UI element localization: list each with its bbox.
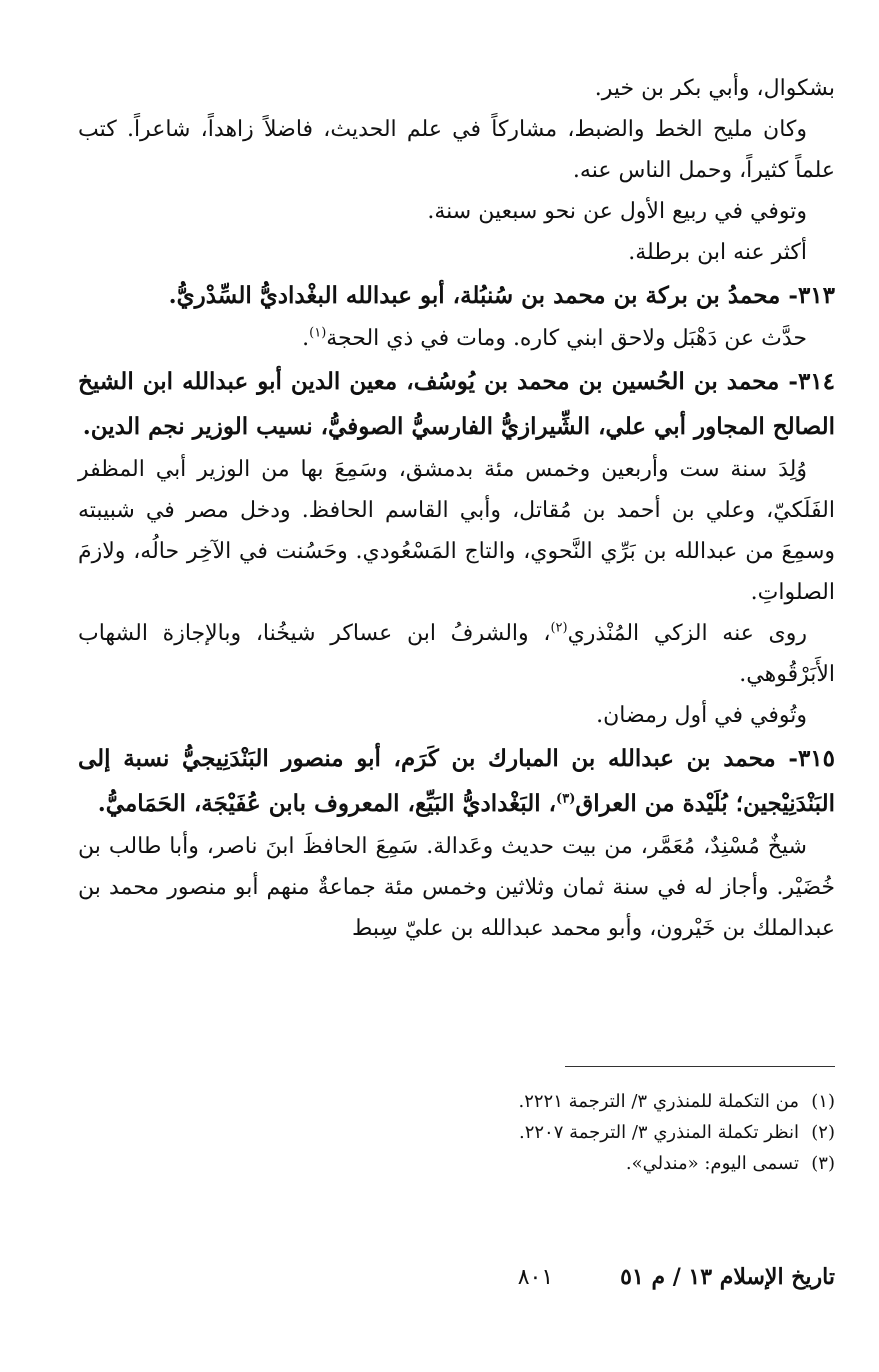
paragraph-2: وكان مليح الخط والضبط، مشاركاً في علم الحديث، فاضلاً زاهداً، شاعراً. كتب علماً كثيراً، وحمل الناس عنه. [78, 117, 835, 183]
footnote-text: انظر تكملة المنذري ٣/ الترجمة ٢٢٠٧. [518, 1122, 799, 1143]
paragraph-8: وتُوفي في أول رمضان. [596, 703, 807, 728]
page-body [78, 68, 835, 949]
paragraph-5-end: . [302, 326, 310, 351]
paragraph-5-text: حدَّث عن دَهْبَل ولاحق ابني كاره. ومات في ذي الحجة [326, 326, 807, 351]
footnote-number: (٣) [811, 1153, 835, 1174]
footnote-ref-1: (١) [309, 325, 327, 341]
paragraph-6: وُلِدَ سنة ست وأربعين وخمس مئة بدمشق، وسَمِعَ بها من الوزير أبي المظفر الفَلَكيّ، وعلي بن أحمد بن مُقاتل، وأبي القاسم الحافظ. ودخل مصر في شبيبته وسمِعَ من عبدالله بن بَرِّي النَّحوي، والتاج المَسْعُودي. وحَسُنت في الآخِر حالُه، ولازمَ الصلواتِ. [78, 457, 835, 605]
footnote-3 [78, 1148, 835, 1179]
paragraph-7-text-a: روى عنه الزكي المُنْذري [567, 621, 807, 646]
paragraph-1: بشكوال، وأبي بكر بن خير. [594, 76, 835, 101]
paragraph-3: وتوفي في ربيع الأول عن نحو سبعين سنة. [427, 199, 807, 224]
footnote-2 [78, 1117, 835, 1148]
footnote-number: (١) [811, 1091, 835, 1112]
footnotes [78, 1086, 835, 1179]
entry-313-heading: ٣١٣- محمدُ بن بركة بن محمد بن سُنبُلة، أبو عبدالله البغْداديُّ السِّدْريُّ. [168, 282, 835, 309]
footnote-ref-3: (٣) [556, 791, 576, 807]
page-footer [78, 1262, 835, 1293]
paragraph-7 [78, 613, 835, 695]
paragraph-5 [78, 318, 835, 359]
paragraph-4: أكثر عنه ابن برطلة. [628, 240, 807, 265]
page-number: ٨٠١ [517, 1265, 554, 1290]
entry-315-text-b: ، البَغْداديُّ البَيِّع، المعروف بابن عُفَيْجَة، الحَمَاميُّ. [97, 790, 557, 817]
footnote-ref-2: (٢) [550, 620, 568, 636]
footnote-1 [78, 1086, 835, 1117]
entry-314-heading: ٣١٤- محمد بن الحُسين بن محمد بن يُوسُف، معين الدين أبو عبدالله ابن الشيخ الصالح المجاور أبي علي، الشِّيرازيُّ الفارسيُّ الصوفيُّ، نسيب الوزير نجم الدين. [78, 368, 835, 440]
entry-315-heading [78, 736, 835, 826]
footnote-divider [565, 1066, 835, 1067]
paragraph-7-text-b: ، والشرفُ ابن عساكر شيخُنا، وبالإجازة الشهاب الأَبَرْقُوهي. [78, 621, 835, 687]
paragraph-9: شيخٌ مُسْنِدٌ، مُعَمَّر، من بيت حديث وعَدالة. سَمِعَ الحافظَ ابنَ ناصر، وأبا طالب بن خُضَيْر. وأجاز له في سنة ثمان وثلاثين وخمس مئة جماعةٌ منهم أبو منصور محمد بن عبدالملك بن خَيْرون، وأبو محمد عبدالله بن عليّ سِبط [78, 834, 835, 941]
footer-book-title: تاريخ الإسلام ١٣ / م ٥١ [620, 1264, 835, 1290]
footnote-text: تسمى اليوم: «مندلي». [625, 1153, 799, 1174]
entry-315-text-a: ٣١٥- محمد بن عبدالله بن المبارك بن كَرَم، أبو منصور البَنْدَنِيجيُّ نسبة إلى البَنْدَنِيْجين؛ بُلَيْدة من العراق [78, 745, 835, 817]
footnote-text: من التكملة للمنذري ٣/ الترجمة ٢٢٢١. [518, 1091, 799, 1112]
footnote-number: (٢) [811, 1122, 835, 1143]
